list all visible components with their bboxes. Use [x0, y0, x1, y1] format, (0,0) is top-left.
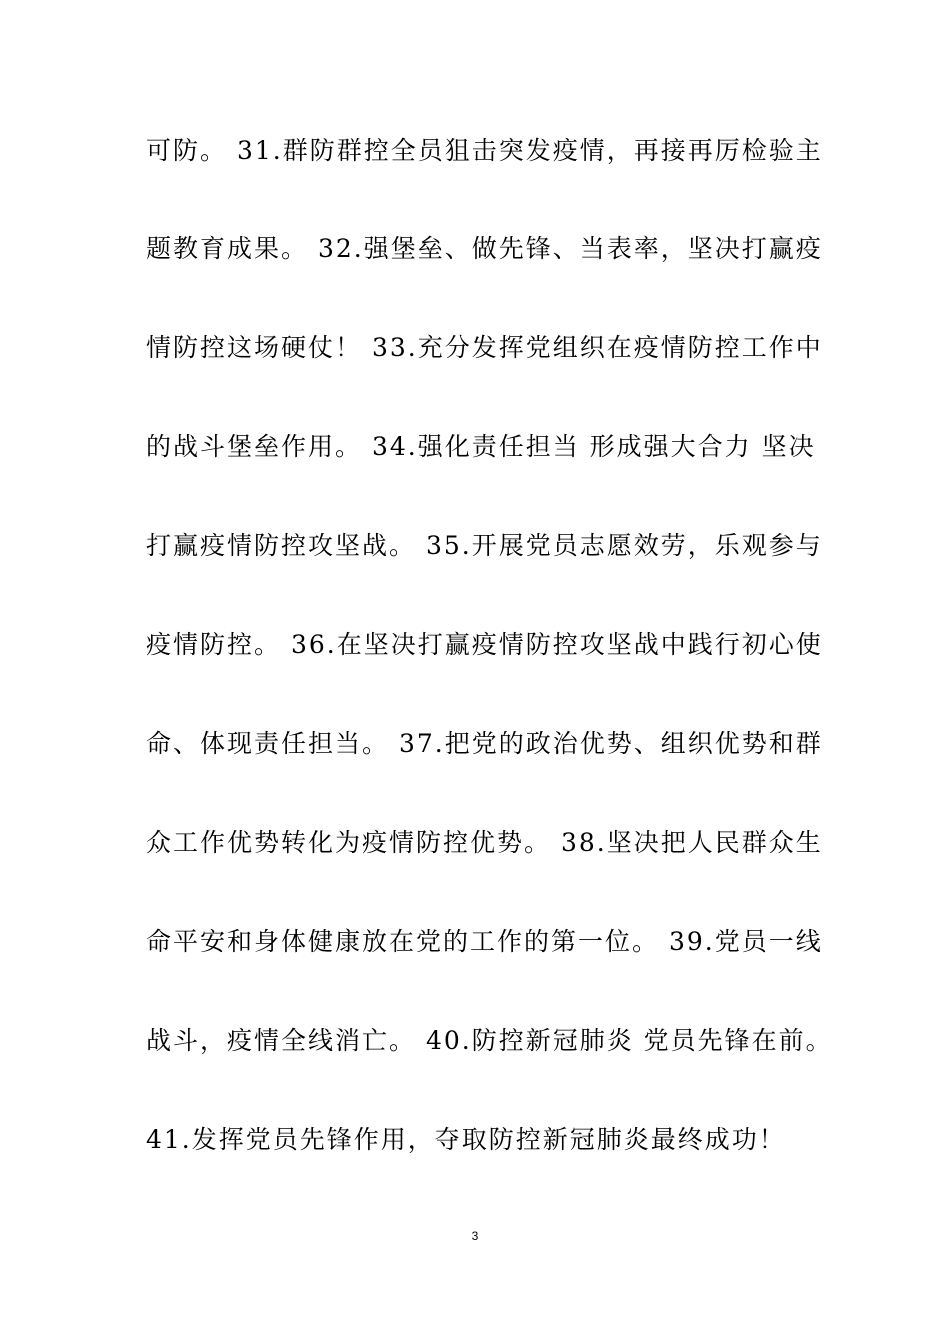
text-line-4: 的战斗堡垒作用。 34.强化责任担当 形成强大合力 坚决 [146, 432, 816, 461]
page-number: 3 [471, 1229, 479, 1243]
text-line-1: 可防。 31.群防群控全员狙击突发疫情，再接再厉检验主 [146, 136, 823, 165]
text-line-6: 疫情防控。 36.在坚决打赢疫情防控攻坚战中践行初心使 [146, 630, 823, 659]
text-line-9: 命平安和身体健康放在党的工作的第一位。 39.党员一线 [146, 927, 823, 956]
text-line-2: 题教育成果。 32.强堡垒、做先锋、当表率，坚决打赢疫 [146, 234, 823, 263]
text-line-8: 众工作优势转化为疫情防控优势。 38.坚决把人民群众生 [146, 828, 823, 857]
text-line-3: 情防控这场硬仗！ 33.充分发挥党组织在疫情防控工作中 [146, 333, 823, 362]
text-line-10: 战斗，疫情全线消亡。 40.防控新冠肺炎 党员先锋在前。 [146, 1026, 833, 1055]
text-line-7: 命、体现责任担当。 37.把党的政治优势、组织优势和群 [146, 729, 823, 758]
text-line-11: 41.发挥党员先锋作用，夺取防控新冠肺炎最终成功！ [146, 1125, 786, 1154]
text-line-5: 打赢疫情防控攻坚战。 35.开展党员志愿效劳，乐观参与 [146, 531, 823, 560]
